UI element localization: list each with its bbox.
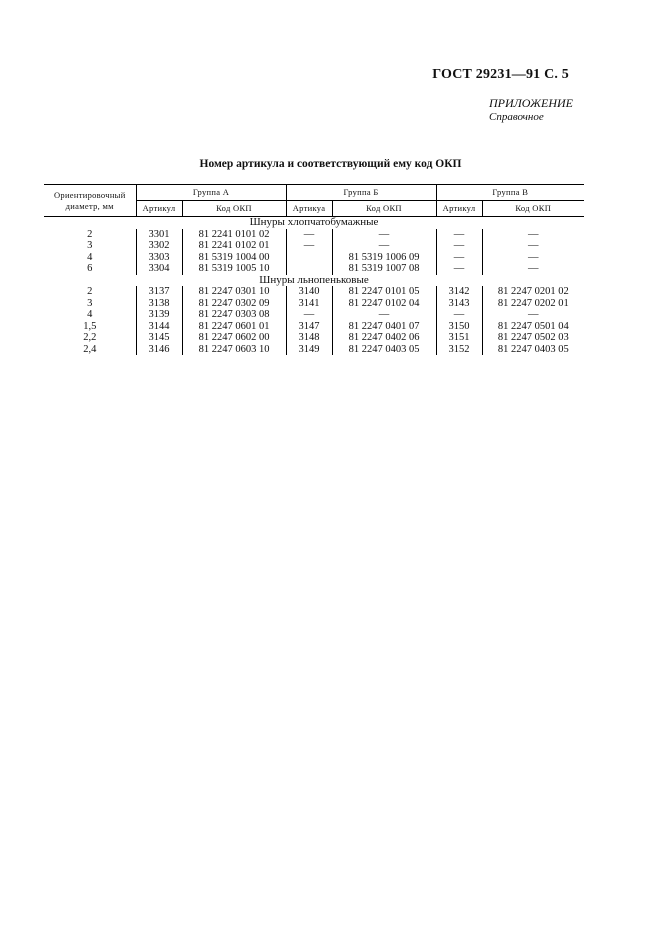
article-a-cell: 3302: [136, 240, 182, 252]
code-a-cell: 81 5319 1005 10: [182, 263, 286, 275]
diameter-cell: 2,2: [83, 332, 97, 343]
article-okp-table: [44, 184, 584, 355]
diameter-cell: 2: [87, 228, 93, 240]
table-row: [44, 252, 584, 264]
sub-header-code-a: Код ОКП: [182, 201, 286, 217]
code-b-cell: 81 2247 0102 04: [332, 298, 436, 310]
article-b-cell: [286, 252, 332, 264]
col-header-diameter-line2: диаметр, мм: [65, 200, 114, 211]
group-a-header: Группа А: [136, 185, 286, 201]
article-v-cell: 3143: [436, 298, 482, 310]
code-b-cell: 81 5319 1007 08: [332, 263, 436, 275]
code-v-cell: 81 2247 0501 04: [482, 321, 584, 333]
article-b-cell: 3148: [286, 332, 332, 344]
article-a-cell: 3146: [136, 344, 182, 356]
table-row: [44, 286, 584, 298]
code-v-cell: —: [482, 240, 584, 252]
article-a-cell: 3144: [136, 321, 182, 333]
code-b-cell: 81 2247 0402 06: [332, 332, 436, 344]
col-header-diameter: [44, 185, 136, 217]
col-header-diameter-line1: Ориентировочный: [53, 189, 126, 200]
code-a-cell: 81 2247 0303 08: [182, 309, 286, 321]
code-v-cell: 81 2247 0201 02: [482, 286, 584, 298]
section-title: Шнуры льнопеньковые: [259, 273, 369, 286]
article-v-cell: 3151: [436, 332, 482, 344]
article-b-cell: —: [286, 240, 332, 252]
article-a-cell: 3137: [136, 286, 182, 298]
code-v-cell: —: [482, 309, 584, 321]
article-v-cell: 3152: [436, 344, 482, 356]
section-row: [44, 275, 584, 287]
table-row: [44, 298, 584, 310]
sub-header-article-a: Артикул: [136, 201, 182, 217]
appendix-note: Справочное: [489, 111, 544, 123]
article-a-cell: 3303: [136, 252, 182, 264]
appendix-title: ПРИЛОЖЕНИЕ: [489, 96, 573, 110]
code-b-cell: 81 2247 0401 07: [332, 321, 436, 333]
diameter-cell: 6: [87, 263, 93, 274]
code-a-cell: 81 2247 0603 10: [182, 344, 286, 356]
table-row: [44, 263, 584, 275]
code-a-cell: 81 2247 0301 10: [182, 286, 286, 298]
article-v-cell: —: [436, 229, 482, 241]
code-b-cell: —: [332, 229, 436, 241]
table-row: [44, 321, 584, 333]
article-v-cell: —: [436, 252, 482, 264]
article-a-cell: 3145: [136, 332, 182, 344]
code-v-cell: —: [482, 252, 584, 264]
code-b-cell: —: [332, 240, 436, 252]
table-row: [44, 344, 584, 356]
article-b-cell: [286, 263, 332, 275]
sub-header-article-b: Артикуа: [286, 201, 332, 217]
diameter-cell: 4: [87, 251, 93, 263]
article-a-cell: 3139: [136, 309, 182, 321]
table-title: Номер артикула и соответствующий ему код ОКП: [199, 158, 462, 170]
code-a-cell: 81 2241 0101 02: [182, 229, 286, 241]
article-b-cell: 3141: [286, 298, 332, 310]
code-a-cell: 81 2241 0102 01: [182, 240, 286, 252]
article-a-cell: 3301: [136, 229, 182, 241]
diameter-cell: 1,5: [83, 320, 97, 332]
diameter-cell: 2: [87, 286, 93, 297]
table-row: [44, 309, 584, 321]
code-v-cell: 81 2247 0403 05: [482, 344, 584, 356]
code-a-cell: 81 2247 0602 00: [182, 332, 286, 344]
article-v-cell: —: [436, 263, 482, 275]
diameter-cell: 3: [87, 297, 93, 309]
article-a-cell: 3304: [136, 263, 182, 275]
code-b-cell: 81 2247 0101 05: [332, 286, 436, 298]
article-b-cell: —: [286, 229, 332, 241]
article-b-cell: 3149: [286, 344, 332, 356]
table-row: [44, 229, 584, 241]
diameter-cell: 4: [87, 309, 93, 320]
article-b-cell: 3147: [286, 321, 332, 333]
article-v-cell: 3142: [436, 286, 482, 298]
code-v-cell: —: [482, 263, 584, 275]
code-b-cell: 81 5319 1006 09: [332, 252, 436, 264]
code-b-cell: 81 2247 0403 05: [332, 344, 436, 356]
code-a-cell: 81 2247 0302 09: [182, 298, 286, 310]
appendix-block: [489, 96, 573, 124]
code-v-cell: 81 2247 0502 03: [482, 332, 584, 344]
article-b-cell: —: [286, 309, 332, 321]
group-b-header: Группа Б: [286, 185, 436, 201]
table-body: [44, 217, 584, 356]
section-row: [44, 217, 584, 229]
sub-header-code-v: Код ОКП: [482, 201, 584, 217]
article-v-cell: —: [436, 240, 482, 252]
code-b-cell: —: [332, 309, 436, 321]
code-v-cell: —: [482, 229, 584, 241]
page-header-doc-ref: ГОСТ 29231—91 С. 5: [432, 67, 569, 82]
diameter-cell: 2,4: [83, 343, 97, 355]
article-v-cell: —: [436, 309, 482, 321]
article-v-cell: 3150: [436, 321, 482, 333]
code-a-cell: 81 2247 0601 01: [182, 321, 286, 333]
group-v-header: Группа В: [436, 185, 584, 201]
code-v-cell: 81 2247 0202 01: [482, 298, 584, 310]
sub-header-article-v: Артикул: [436, 201, 482, 217]
sub-header-code-b: Код ОКП: [332, 201, 436, 217]
article-b-cell: 3140: [286, 286, 332, 298]
table-row: [44, 240, 584, 252]
article-a-cell: 3138: [136, 298, 182, 310]
table-row: [44, 332, 584, 344]
diameter-cell: 3: [87, 240, 93, 251]
code-a-cell: 81 5319 1004 00: [182, 252, 286, 264]
section-title: Шнуры хлопчатобумажные: [249, 216, 379, 228]
